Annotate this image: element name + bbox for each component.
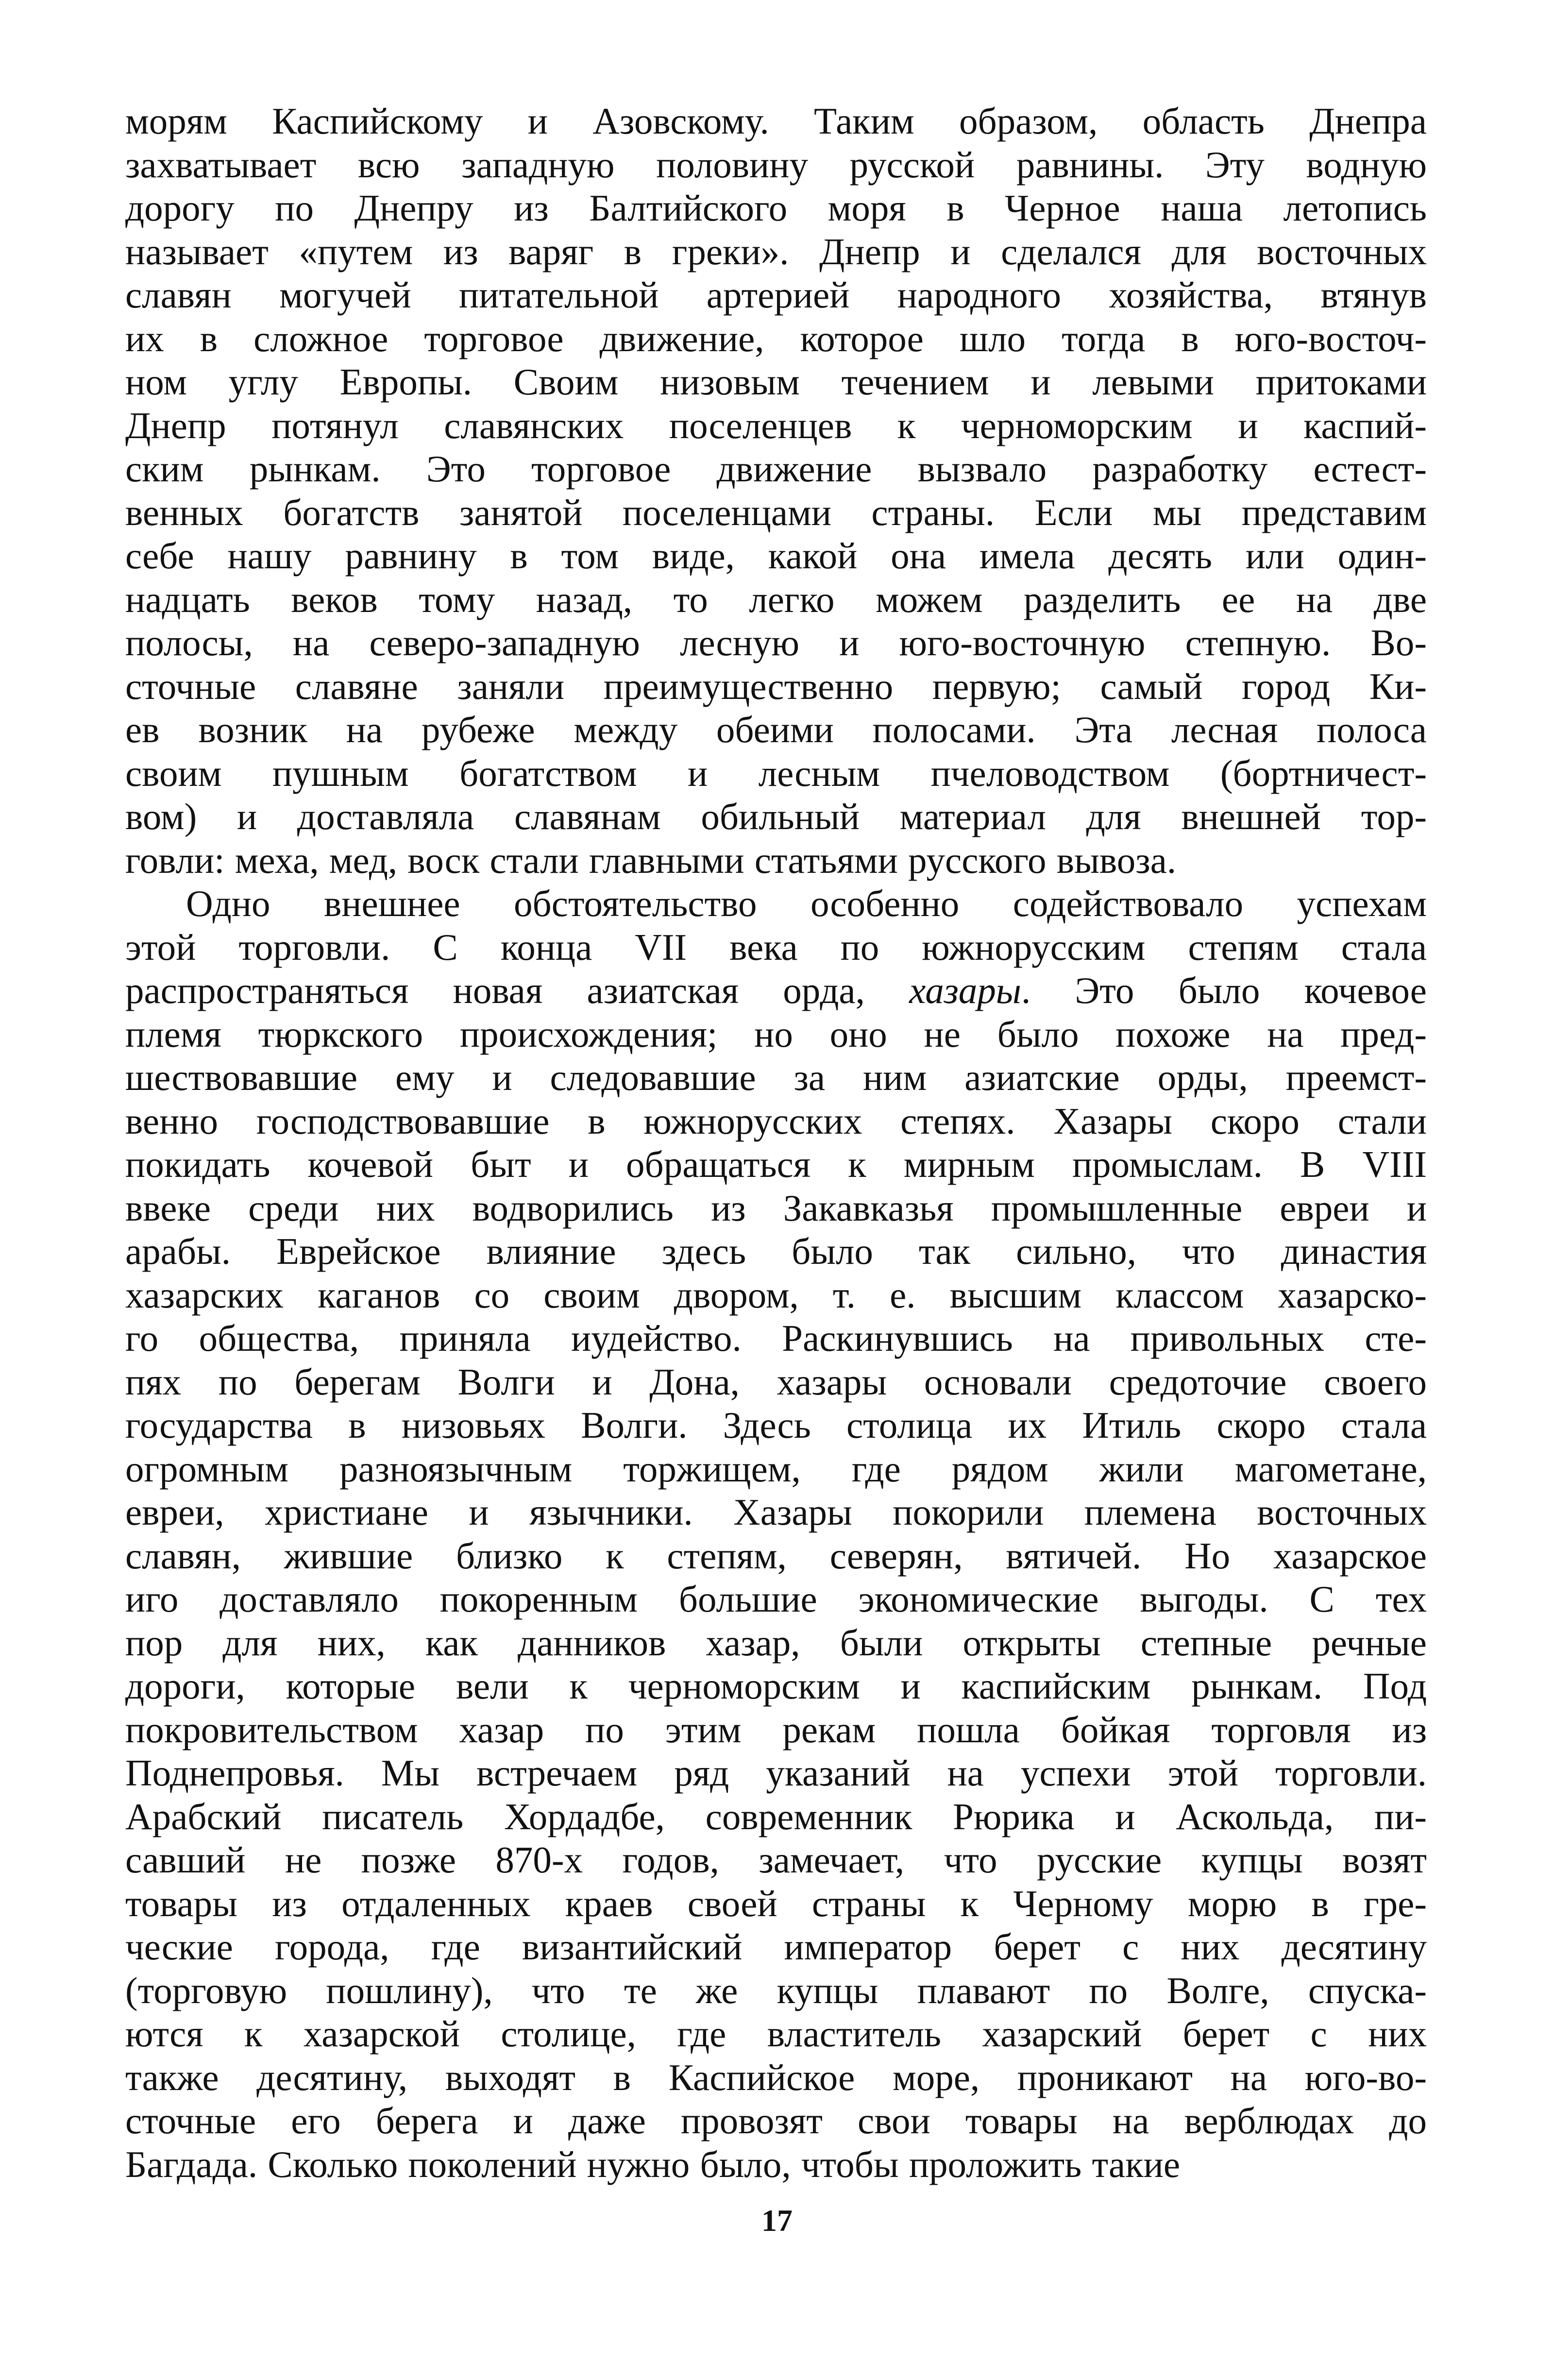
text-line: Одно внешнее обстоятельство особенно содействовало успехам [186, 883, 1427, 924]
text-line: захватывает всю западную половину русской равнины. Эту водную [125, 143, 1427, 186]
text-line: морям Каспийскому и Азовскому. Таким образом, область Днепра [125, 100, 1427, 142]
text-line: евреи, христиане и язычники. Хазары покорили племена восточных [125, 1491, 1427, 1533]
text-line: покровительством хазар по этим рекам пошла бойкая торговля из [125, 1708, 1427, 1751]
text-line: дороги, которые вели к черноморским и каспийским рынкам. Под [125, 1665, 1427, 1707]
text-line: покидать кочевой быт и обращаться к мирным промыслам. В VIII [125, 1143, 1427, 1185]
paragraph-1 [125, 100, 1427, 882]
text-line: также десятину, выходят в Каспийское море, проникают на юго-во- [125, 2056, 1427, 2098]
text-line: надцать веков тому назад, то легко можем разделить ее на две [125, 578, 1427, 620]
text-line: славян могучей питательной артерией народного хозяйства, втянув [125, 274, 1427, 316]
text-line: ев возник на рубеже между обеими полосами. Эта лесная полоса [125, 709, 1427, 750]
text-line: го общества, приняла иудейство. Раскинувшись на привольных сте- [125, 1317, 1427, 1359]
text-line: ном углу Европы. Своим низовым течением и левыми притоками [125, 361, 1427, 403]
text-line: арабы. Еврейское влияние здесь было так сильно, что династия [125, 1230, 1427, 1272]
text-line: Арабский писатель Хордадбе, современник Рюрика и Аскольда, пи- [125, 1795, 1427, 1837]
text-line: племя тюркского происхождения; но оно не было похоже на пред- [125, 1013, 1427, 1055]
text-line: говли: меха, мед, воск стали главными статьями русского вывоза. [125, 839, 1177, 881]
text-line: хазарских каганов со своим двором, т. е. высшим классом хазарско- [125, 1274, 1427, 1316]
text-line: пях по берегам Волги и Дона, хазары основали средоточие своего [125, 1360, 1427, 1403]
text-line: дорогу по Днепру из Балтийского моря в Черное наша летопись [125, 187, 1427, 229]
text-line [125, 969, 1427, 1013]
text-line: ческие города, где византийский император берет с них десятину [125, 1926, 1427, 1968]
page-number: 17 [761, 2203, 793, 2238]
text-line: пор для них, как данников хазар, были открыты степные речные [125, 1621, 1427, 1664]
text-line: (торговую пошлину), что те же купцы плавают по Волге, спуска- [125, 1969, 1427, 2011]
text-line: товары из отдаленных краев своей страны к Черному морю в гре- [125, 1882, 1427, 1924]
text-line: венных богатств занятой поселенцами страны. Если мы представим [125, 491, 1427, 533]
text-line: славян, жившие близко к степям, северян, вятичей. Но хазарское [125, 1534, 1427, 1577]
line-text: . Это было кочевое [1021, 969, 1427, 1011]
paragraph-2 [125, 882, 1427, 2186]
text-line: своим пушным богатством и лесным пчеловодством (бортничест- [125, 752, 1427, 794]
text-line: Днепр потянул славянских поселенцев к черноморским и каспий- [125, 404, 1427, 446]
text-line: Поднепровья. Мы встречаем ряд указаний на успехи этой торговли. [125, 1752, 1427, 1794]
text-line: Багдада. Сколько поколений нужно было, чтобы проложить такие [125, 2143, 1181, 2185]
text-line: государства в низовьях Волги. Здесь столица их Итиль скоро стала [125, 1404, 1427, 1446]
text-line: ввеке среди них водворились из Закавказья промышленные евреи и [125, 1187, 1427, 1229]
text-line: шествовавшие ему и следовавшие за ним азиатские орды, преемст- [125, 1056, 1427, 1098]
page-body [125, 100, 1427, 2186]
text-line: венно господствовавшие в южнорусских степях. Хазары скоро стали [125, 1100, 1427, 1142]
text-line: ским рынкам. Это торговое движение вызвало разработку естест- [125, 448, 1427, 490]
text-line: иго доставляло покоренным большие экономические выгоды. С тех [125, 1578, 1427, 1620]
text-line: савший не позже 870-х годов, замечает, что русские купцы возят [125, 1839, 1427, 1881]
text-line: огромным разноязычным торжищем, где рядом жили магометане, [125, 1447, 1427, 1490]
text-line: сточные славяне заняли преимущественно первую; самый город Ки- [125, 665, 1427, 707]
text-line: себе нашу равнину в том виде, какой она имела десять или один- [125, 535, 1427, 577]
text-line: их в сложное торговое движение, которое шло тогда в юго-восточ- [125, 317, 1427, 359]
italic-term: хазары [909, 969, 1021, 1011]
line-text: распространяться новая азиатская орда, [125, 969, 910, 1011]
text-line: вом) и доставляла славянам обильный материал для внешней тор- [125, 796, 1427, 837]
text-line: этой торговли. С конца VII века по южнорусским степям стала [125, 926, 1427, 968]
text-line: полосы, на северо-западную лесную и юго-восточную степную. Во- [125, 622, 1427, 663]
text-line: называет «путем из варяг в греки». Днепр и сделался для восточных [125, 230, 1427, 272]
text-line: ются к хазарской столице, где властитель хазарский берет с них [125, 2013, 1427, 2055]
text-line: сточные его берега и даже провозят свои товары на верблюдах до [125, 2100, 1427, 2142]
